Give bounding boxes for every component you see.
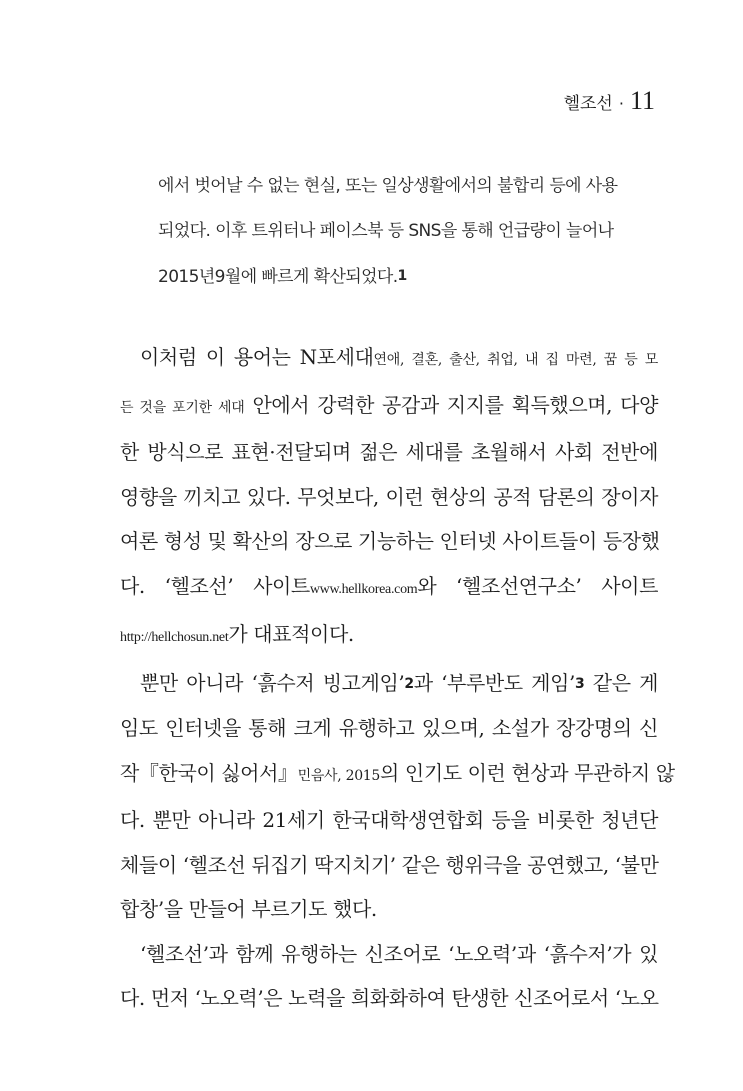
site-url: http://hellchosun.net [120, 630, 229, 645]
line-text: 다. ‘헬조선’ 사이트 [120, 573, 310, 598]
inline-note: 연애, 결혼, 출산, 취업, 내 집 마련, 꿈 등 모 [373, 352, 658, 368]
running-title: 헬조선 [563, 94, 613, 114]
paragraph-line [120, 564, 658, 613]
quote-line: 되었다. 이후 트위터나 페이스북 등 SNS을 통해 언급량이 늘어나 [158, 221, 614, 241]
running-header [564, 86, 655, 116]
footnote-marker: 2 [404, 675, 414, 692]
inline-note: 민음사, 2015 [297, 767, 381, 784]
line-text: 와 ‘헬조선연구소’ 사이트 [417, 573, 658, 598]
paragraph-line: 체들이 ‘헬조선 뒤집기 딱지치기’ 같은 행위극을 공연했고, ‘불만 [120, 852, 659, 877]
paragraph-line: 다. 먼저 ‘노오력’은 노력을 희화화하여 탄생한 신조어로서 ‘노오 [120, 986, 659, 1010]
page-number: 11 [629, 86, 655, 115]
paragraph-line: 임도 인터넷을 통해 크게 유행하고 있으며, 소설가 장강명의 신 [120, 716, 658, 740]
footnote-marker: 1 [397, 268, 407, 284]
line-text: 이처럼 이 용어는 N포세대 [140, 345, 374, 369]
quote-line: 에서 벗어날 수 없는 현실, 또는 일상생활에서의 불합리 등에 사용 [158, 176, 618, 196]
line-text: 뿐만 아니라 ‘흙수저 빙고게임’ [140, 670, 405, 695]
paragraph-line: 합창’을 만들어 부르기도 했다. [120, 897, 377, 921]
paragraph-line: ‘헬조선’과 함께 유행하는 신조어로 ‘노오력’과 ‘흙수저’가 있 [140, 941, 658, 966]
paragraph-line: 영향을 끼치고 있다. 무엇보다, 이런 현상의 공적 담론의 장이자 [120, 484, 658, 509]
line-text: 과 ‘부루반도 게임’ [413, 670, 575, 695]
paragraph-line [120, 335, 658, 383]
paragraph-line: 여론 형성 및 확산의 장으로 기능하는 인터넷 사이트들이 등장했 [120, 529, 660, 553]
quote-line-text: 2015년9월에 빠르게 확산되었다. [158, 267, 398, 287]
paragraph-line [120, 661, 658, 707]
line-text: 가 대표적이다. [228, 622, 354, 646]
paragraph-line [120, 612, 658, 661]
quote-line [158, 254, 658, 300]
line-text: 작『한국이 싫어서』 [120, 760, 298, 785]
footnote-marker: 3 [574, 675, 585, 692]
paragraph-line: 다. 뿐만 아니라 21세기 한국대학생연합회 등을 비롯한 청년단 [120, 808, 658, 832]
inline-note: 든 것을 포기한 세대 [120, 399, 245, 416]
paragraph-line [120, 383, 658, 431]
quote-block [158, 164, 658, 300]
paragraph-line: 한 방식으로 표현·전달되며 젊은 세대를 초월해서 사회 전반에 [120, 440, 658, 464]
line-text: 의 인기도 이런 현상과 무관하지 않 [380, 760, 675, 785]
line-text: 안에서 강력한 공감과 지지를 획득했으며, 다양 [244, 392, 658, 417]
header-separator: · [618, 94, 624, 113]
site-url: www.hellkorea.com [309, 581, 418, 597]
paragraph-line [120, 751, 675, 799]
body-text [120, 335, 675, 1021]
line-text: 같은 게 [584, 670, 658, 695]
